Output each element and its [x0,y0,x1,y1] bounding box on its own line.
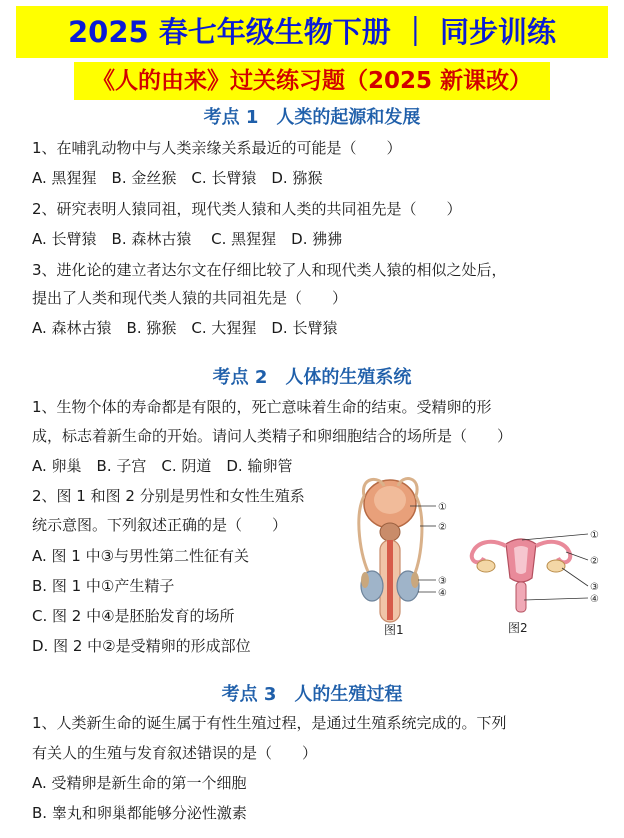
option-line: A. 森林古猿 B. 猕猴 C. 大猩猩 D. 长臂猿 [32,319,338,337]
male-reproductive-diagram [350,476,470,636]
female-reproductive-diagram [466,528,616,636]
option-line: A. 长臂猿 B. 森林古猿 C. 黑猩猩 D. 狒狒 [32,230,343,248]
question-line: 有关人的生殖与发育叙述错误的是（ ） [32,744,318,762]
question-line: 3、进化论的建立者达尔文在仔细比较了人和现代类人猿的相似之处后， [32,261,507,279]
option-line: A. 卵巢 B. 子宫 C. 阴道 D. 输卵管 [32,457,293,475]
question-line: 2、图 1 和图 2 分别是男性和女性生殖系 [32,487,305,505]
option-line: C. 图 2 中④是胚胎发育的场所 [32,607,235,625]
fig1-label: ④ [438,588,447,599]
option-line: D. 图 2 中②是受精卵的形成部位 [32,637,251,655]
fig1-label: ② [438,522,447,533]
question-line: 1、人类新生命的诞生属于有性生殖过程，是通过生殖系统完成的。下列 [32,714,507,732]
question-line: 1、在哺乳动物中与人类亲缘关系最近的可能是（ ） [32,139,402,157]
option-line: A. 黑猩猩 B. 金丝猴 C. 长臂猿 D. 猕猴 [32,169,323,187]
fig2-caption: 图2 [508,621,528,635]
title-banner: 2025 春七年级生物下册 ｜ 同步训练 [16,6,608,58]
question-line: 统示意图。下列叙述正确的是（ ） [32,516,288,534]
question-line: 成，标志着新生命的开始。请问人类精子和卵细胞结合的场所是（ ） [32,427,513,445]
right-ovary-shape [547,560,565,572]
fig2-label: ② [590,556,599,567]
fig1-caption: 图1 [384,623,404,636]
left-ovary-shape [477,560,495,572]
vagina-shape [516,582,526,612]
option-line: B. 睾丸和卵巢都能够分泌性激素 [32,804,247,822]
section-heading-3: 考点 3 人的生殖过程 [221,684,403,705]
question-line: 2、研究表明人猿同祖，现代类人猿和人类的共同祖先是（ ） [32,200,462,218]
fig2-label: ① [590,530,599,541]
option-line: A. 受精卵是新生命的第一个细胞 [32,774,247,792]
section-heading-2: 考点 2 人体的生殖系统 [212,367,412,388]
section-heading-1: 考点 1 人类的起源和发展 [203,107,421,128]
subtitle-banner: 《人的由来》过关练习题（2025 新课改） [74,62,550,100]
option-line: B. 图 1 中①产生精子 [32,577,175,595]
question-line: 提出了人类和现代类人猿的共同祖先是（ ） [32,289,348,307]
option-line: A. 图 1 中③与男性第二性征有关 [32,547,250,565]
fig1-label: ① [438,502,447,513]
fig1-label: ③ [438,576,447,587]
question-line: 1、生物个体的寿命都是有限的，死亡意味着生命的结束。受精卵的形 [32,398,492,416]
fig2-label: ④ [590,594,599,605]
fig2-label: ③ [590,582,599,593]
